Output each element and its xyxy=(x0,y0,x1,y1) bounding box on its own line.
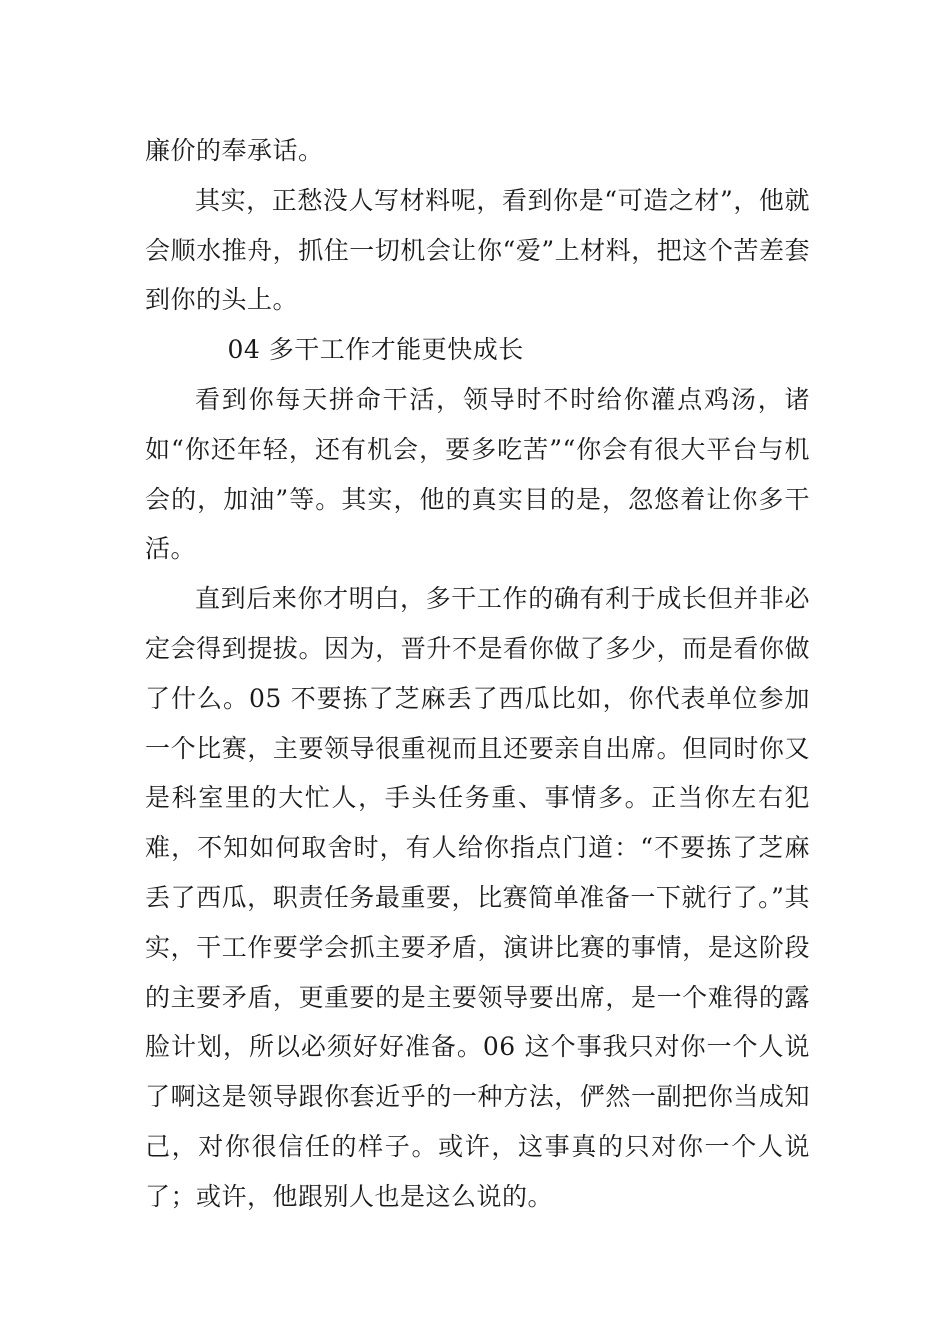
paragraph-growth-05-06: 直到后来你才明白，多干工作的确有利于成长但并非必定会得到提拔。因为，晋升不是看你做了多少，而是看你做了什么。05 不要拣了芝麻丢了西瓜比如，你代表单位参加一个比赛，主要领导很重视而且还要亲自出席。但同时你又是科室里的大忙人，手头任务重、事情多。正当你左右犯难，不知如何取舍时，有人给你指点门道：“不要拣了芝麻丢了西瓜，职责任务最重要，比赛简单准备一下就行了。”其实，干工作要学会抓主要矛盾，演讲比赛的事情，是这阶段的主要矛盾，更重要的是主要领导要出席，是一个难得的露脸计划，所以必须好好准备。06 这个事我只对你一个人说了啊这是领导跟你套近乎的一种方法，俨然一副把你当成知己，对你很信任的样子。或许，这事真的只对你一个人说了；或许，他跟别人也是这么说的。 xyxy=(145,584,810,1211)
paragraph-flattery: 其实，正愁没人写材料呢，看到你是“可造之材”，他就会顺水推舟，抓住一切机会让你“爱”上材料，把这个苦差套到你的头上。 xyxy=(145,185,810,315)
section-heading-04: 04 多干工作才能更快成长 xyxy=(227,335,524,365)
document-body xyxy=(145,126,810,1222)
paragraph-continuation: 廉价的奉承话。 xyxy=(145,136,324,165)
paragraph-chicken-soup: 看到你每天拼命干活，领导时不时给你灌点鸡汤，诸如“你还年轻，还有机会，要多吃苦”“你会有很大平台与机会的，加油”等。其实，他的真实目的是，忽悠着让你多干活。 xyxy=(145,384,810,564)
